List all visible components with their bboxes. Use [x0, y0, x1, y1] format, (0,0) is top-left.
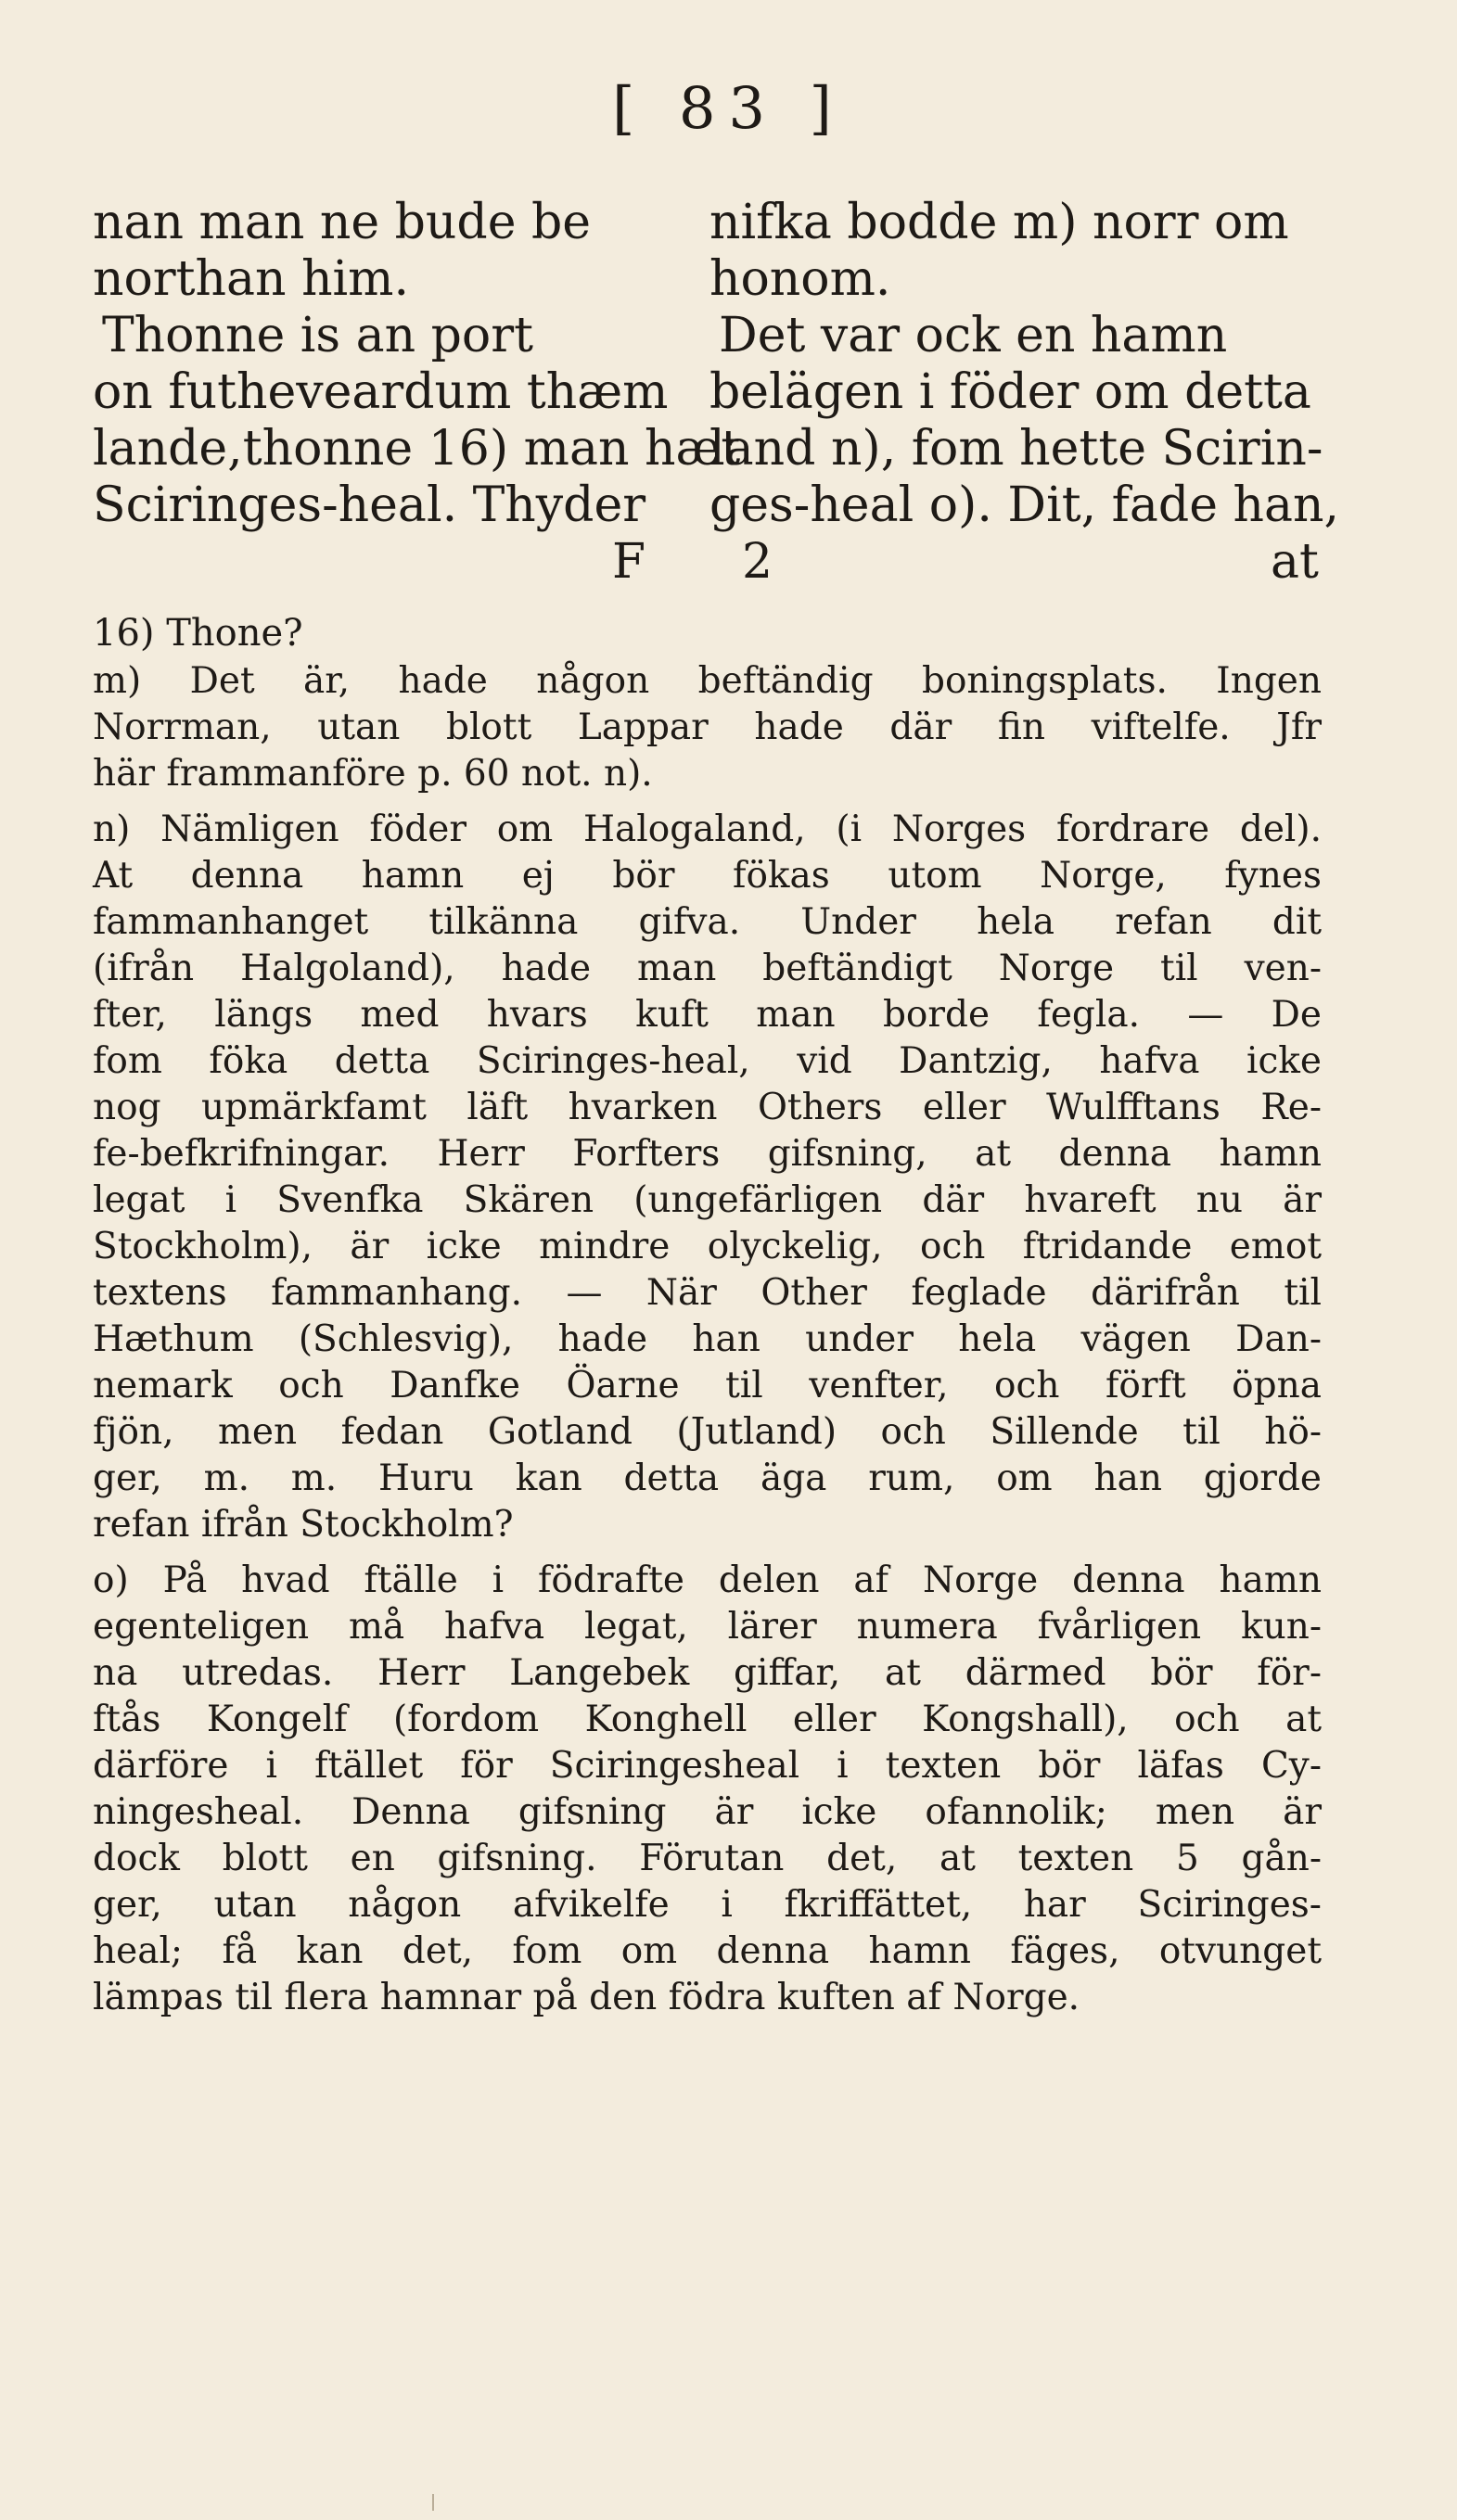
footnotes-block [93, 658, 1322, 2030]
note-o-line: ningesheal. Denna gifsning är icke ofannolik; men är [93, 1791, 1322, 1833]
page-edge-mark [432, 2494, 434, 2511]
signature-mark: F [612, 534, 646, 590]
note-m [93, 658, 1322, 797]
note-n-line: refan ifrån Stockholm? [93, 1504, 514, 1546]
note-n-line: nog upmärkfamt läft hvarken Others eller Wulfftans Re- [93, 1087, 1322, 1128]
right-line-6: ges-heal o). Dit, fade han, [709, 477, 1340, 533]
note-n-line: Stockholm), är icke mindre olyckelig, och ftridande emot [93, 1226, 1322, 1267]
right-line-1: nifka bodde m) norr om [709, 195, 1289, 250]
right-line-3: Det var ock en hamn [719, 308, 1228, 363]
note-n-line: fom föka detta Sciringes-heal, vid Dantzig, hafva icke [93, 1040, 1322, 1082]
note-n-line: textens fammanhang. — När Other feglade därifrån til [93, 1272, 1322, 1314]
note-n-line: fe-befkrifningar. Herr Forfters gifsning, at denna hamn [93, 1133, 1322, 1175]
note-o-line: därföre i ftället för Sciringesheal i texten bör läfas Cy- [93, 1745, 1322, 1787]
right-text-column [709, 195, 1340, 534]
left-line-1: nan man ne bude be [93, 195, 592, 250]
note-o-line: ftås Kongelf (fordom Konghell eller Kongshall), och at [93, 1699, 1322, 1740]
catchword: at [1271, 534, 1319, 590]
note-o-line: egenteligen må hafva legat, lärer numera fvårligen kun- [93, 1606, 1322, 1648]
note-n-line: fjön, men fedan Gotland (Jutland) och Sillende til hö- [93, 1411, 1322, 1453]
note-n-line: At denna hamn ej bör fökas utom Norge, fynes [93, 855, 1322, 897]
note-n-line: Hæthum (Schlesvig), hade han under hela vägen Dan- [93, 1318, 1322, 1360]
note-o-line: dock blott en gifsning. Förutan det, at texten 5 gån- [93, 1838, 1322, 1879]
note-n-line: nemark och Danfke Öarne til venfter, och förft öpna [93, 1365, 1322, 1406]
note-n-line: fter, längs med hvars kuft man borde fegla. — De [93, 994, 1322, 1036]
left-line-2: northan him. [93, 251, 410, 307]
note-n-line: (ifrån Halgoland), hade man beftändigt Norge til ven- [93, 948, 1322, 989]
note-o-line: ger, utan någon afvikelfe i fkriffättet, har Sciringes- [93, 1884, 1322, 1926]
right-line-4: belägen i föder om detta [709, 364, 1311, 420]
left-line-6: Sciringes-heal. Thyder [93, 477, 646, 533]
note-m-line: här frammanföre p. 60 not. n). [93, 753, 653, 795]
note-o [93, 1558, 1322, 2021]
note-o-line: na utredas. Herr Langebek giffar, at därmed bör för- [93, 1652, 1322, 1694]
note-o-line: lämpas til flera hamnar på den födra kuften af Norge. [93, 1977, 1080, 2018]
note-m-line: Norrman, utan blott Lappar hade där fin viftelfe. Jfr [93, 706, 1322, 748]
left-line-3: Thonne is an port [102, 308, 533, 363]
note-o-line: o) På hvad ftälle i födrafte delen af Norge denna hamn [93, 1559, 1322, 1601]
note-m-line: m) Det är, hade någon beftändig boningsplats. Ingen [93, 660, 1322, 702]
left-line-5: lande,thonne 16) man hæt [93, 421, 741, 477]
note-n-line: legat i Svenfka Skären (ungefärligen där hvareft nu är [93, 1179, 1322, 1221]
left-text-column [93, 195, 741, 534]
note-n [93, 807, 1322, 1548]
footnote-16: 16) Thone? [93, 612, 303, 655]
right-line-2: honom. [709, 251, 891, 307]
left-line-4: on futheveardum thæm [93, 364, 669, 420]
right-line-5: land n), fom hette Scirin- [709, 421, 1323, 477]
note-n-line: fammanhanget tilkänna gifva. Under hela refan dit [93, 901, 1322, 943]
note-n-line: ger, m. m. Huru kan detta äga rum, om han gjorde [93, 1457, 1322, 1499]
page-number-header: [ 83 ] [612, 74, 845, 142]
note-n-line: n) Nämligen föder om Halogaland, (i Norges fordrare del). [93, 808, 1322, 850]
note-o-line: heal; få kan det, fom om denna hamn fäges, otvunget [93, 1930, 1322, 1972]
signature-number: 2 [742, 534, 773, 590]
